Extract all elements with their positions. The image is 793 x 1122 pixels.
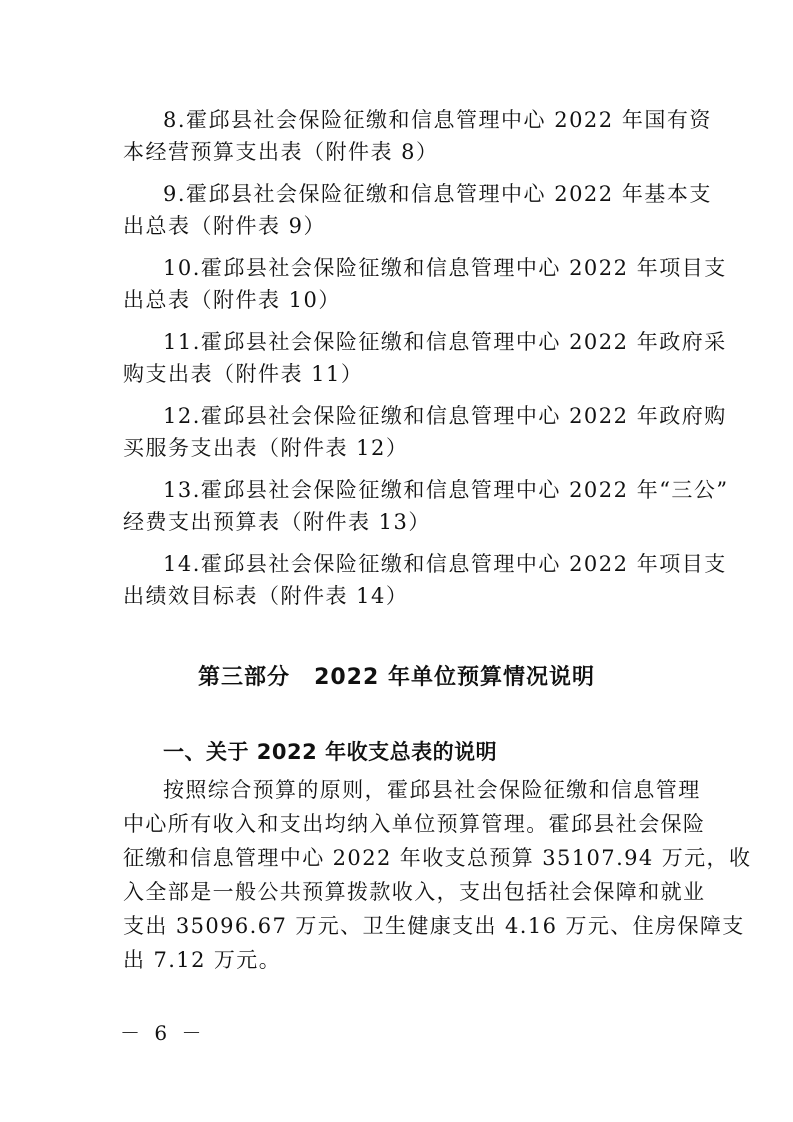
paragraph-line: 征缴和信息管理中心 2022 年收支总预算 35107.94 万元，收 (123, 846, 752, 870)
list-item-line: 经费支出预算表（附件表 13） (123, 510, 431, 534)
list-item-line: 出绩效目标表（附件表 14） (123, 584, 409, 608)
list-item-line: 8.霍邱县社会保险征缴和信息管理中心 2022 年国有资 (163, 108, 712, 132)
list-item (123, 548, 727, 612)
list-item (123, 474, 729, 538)
list-item-line: 买服务支出表（附件表 12） (123, 436, 409, 460)
list-item-line: 13.霍邱县社会保险征缴和信息管理中心 2022 年“三公” (163, 478, 729, 502)
list-item (123, 326, 727, 390)
list-item-line: 14.霍邱县社会保险征缴和信息管理中心 2022 年项目支 (163, 552, 727, 576)
list-item-line: 出总表（附件表 10） (123, 288, 341, 312)
paragraph-line: 出 7.12 万元。 (123, 948, 282, 972)
list-item-line: 11.霍邱县社会保险征缴和信息管理中心 2022 年政府采 (163, 330, 727, 354)
paragraph-line: 中心所有收入和支出均纳入单位预算管理。霍邱县社会保险 (123, 812, 706, 836)
paragraph-line: 支出 35096.67 万元、卫生健康支出 4.16 万元、住房保障支 (123, 914, 745, 938)
list-item (123, 252, 727, 316)
list-item-line: 购支出表（附件表 11） (123, 362, 364, 386)
list-item-line: 本经营预算支出表（附件表 8） (123, 140, 439, 164)
list-item-line: 出总表（附件表 9） (123, 214, 327, 238)
attachment-list (123, 104, 729, 622)
list-item-line: 9.霍邱县社会保险征缴和信息管理中心 2022 年基本支 (163, 182, 712, 206)
list-item-line: 12.霍邱县社会保险征缴和信息管理中心 2022 年政府购 (163, 404, 727, 428)
paragraph-line: 入全部是一般公共预算拨款收入，支出包括社会保障和就业 (123, 880, 706, 904)
section-title-text: 2022 年单位预算情况说明 (314, 665, 595, 690)
list-item-line: 10.霍邱县社会保险征缴和信息管理中心 2022 年项目支 (163, 256, 727, 280)
list-item (123, 104, 712, 168)
list-item (123, 400, 727, 464)
list-item (123, 178, 712, 242)
subheading: 一、关于 2022 年收支总表的说明 (163, 740, 498, 764)
section-title (0, 660, 793, 691)
section-part: 第三部分 (198, 665, 291, 690)
paragraph-line: 按照综合预算的原则，霍邱县社会保险征缴和信息管理 (163, 778, 701, 802)
page-number: － 6 － (120, 1021, 206, 1045)
explanation-paragraph (123, 773, 752, 977)
